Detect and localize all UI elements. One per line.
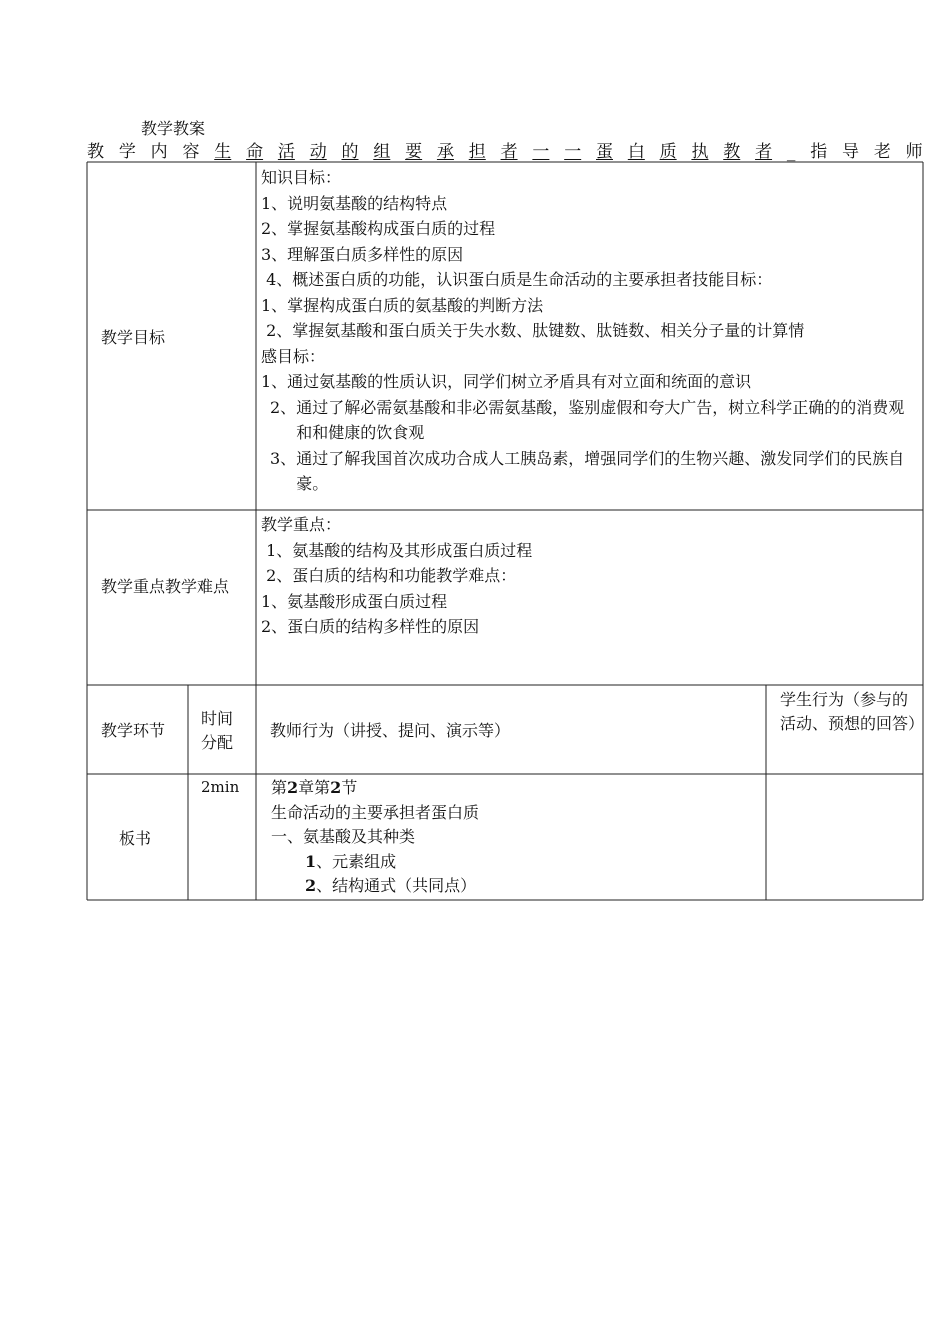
hanging-text: 通过了解我国首次成功合成人工胰岛素，增强同学们的生物兴趣、激发同学们的民族自豪。 — [296, 448, 905, 493]
objectives-line: 知识目标： — [261, 168, 342, 187]
header-char: 组 — [373, 142, 391, 162]
header-char: 容 — [182, 142, 200, 162]
header-char: 导 — [842, 142, 859, 162]
chapter-line — [271, 776, 761, 801]
objectives-line: 1、说明氨基酸的结构特点 — [261, 193, 448, 213]
header-char: 命 — [246, 142, 264, 162]
header-char: 者 — [755, 142, 773, 162]
time-header: 时间分配 — [201, 709, 234, 752]
key-points-label: 教学重点教学难点 — [101, 577, 230, 596]
hanging-prefix: 2、 — [270, 397, 297, 417]
header-char: 内 — [150, 142, 168, 162]
header-char: 执 — [691, 142, 709, 162]
objectives-hanging-item — [261, 446, 917, 497]
objectives-line: 1、通过氨基酸的性质认识，同学们树立矛盾具有对立面和统面的意识 — [261, 372, 752, 391]
objectives-line: 感目标： — [261, 346, 326, 366]
section-text: 节 — [341, 778, 358, 797]
header-char: 白 — [627, 142, 645, 162]
board-line: 生命活动的主要承担者蛋白质 — [271, 802, 480, 822]
key-points-line: 1、氨基酸形成蛋白质过程 — [261, 591, 448, 611]
item-text: 、结构通式（共同点） — [316, 876, 477, 895]
header-char: 教 — [87, 142, 104, 162]
objectives-hanging-item — [261, 395, 917, 446]
time-value: 2min — [201, 778, 240, 796]
key-points-line: 2、蛋白质的结构和功能教学难点： — [261, 566, 517, 585]
board-label: 板书 — [119, 829, 152, 848]
key-points-line: 1、氨基酸的结构及其形成蛋白质过程 — [261, 540, 533, 560]
header-char: 蛋 — [596, 142, 613, 162]
key-points-content — [261, 512, 917, 640]
board-item — [271, 874, 761, 899]
header-char: 者 — [500, 142, 518, 162]
header-char: 担 — [468, 142, 486, 162]
hanging-text: 通过了解必需氨基酸和非必需氨基酸，鉴别虚假和夸大广告，树立科学正确的的消费观和和健康的饮食观 — [296, 397, 905, 442]
header-char: 活 — [277, 142, 295, 162]
header-char: 承 — [436, 142, 454, 162]
hanging-prefix: 3、 — [270, 448, 297, 468]
header-char: _ — [786, 142, 796, 162]
board-content — [271, 776, 761, 899]
student-header: 学生行为（参与的活动、预想的回答） — [780, 690, 925, 733]
key-points-line: 2、蛋白质的结构多样性的原因 — [261, 617, 480, 636]
document-title: 教学教案 — [141, 119, 206, 138]
objectives-line: 1、掌握构成蛋白质的氨基酸的判断方法 — [261, 295, 544, 315]
header-char: 一 — [532, 142, 550, 162]
teacher-header: 教师行为（讲授、提问、演示等） — [270, 721, 511, 740]
board-item — [271, 850, 761, 875]
header-char: 一 — [564, 142, 582, 162]
section-number: 2 — [330, 778, 342, 797]
objectives-content — [261, 165, 917, 497]
chapter-text: 章第 — [298, 778, 331, 797]
chapter-text: 第 — [271, 778, 288, 797]
objectives-line: 4、概述蛋白质的功能，认识蛋白质是生命活动的主要承担者技能目标： — [261, 270, 773, 289]
header-char: 要 — [405, 142, 423, 162]
header-char: 生 — [214, 142, 232, 162]
header-char: 的 — [341, 142, 359, 162]
item-number: 2 — [305, 876, 317, 895]
header-char: 教 — [723, 142, 741, 162]
header-char: 老 — [873, 142, 891, 162]
key-points-line: 教学重点： — [261, 515, 342, 534]
header-char: 质 — [659, 142, 677, 162]
chapter-number: 2 — [287, 778, 299, 797]
objectives-line: 2、掌握氨基酸和蛋白质关于失水数、肽键数、肽链数、相关分子量的计算情 — [261, 321, 805, 340]
objectives-line: 2、掌握氨基酸构成蛋白质的过程 — [261, 219, 496, 238]
header-char: 学 — [118, 142, 136, 162]
header-char: 指 — [810, 142, 828, 162]
objectives-line: 3、理解蛋白质多样性的原因 — [261, 244, 464, 264]
board-line: 一、氨基酸及其种类 — [271, 827, 416, 846]
objectives-label: 教学目标 — [101, 328, 166, 347]
item-text: 、元素组成 — [316, 851, 397, 871]
item-number: 1 — [305, 851, 317, 871]
header-char: 师 — [905, 142, 923, 162]
header-char: 动 — [309, 142, 327, 162]
lesson-header-line — [87, 141, 923, 163]
stage-header: 教学环节 — [101, 721, 166, 740]
